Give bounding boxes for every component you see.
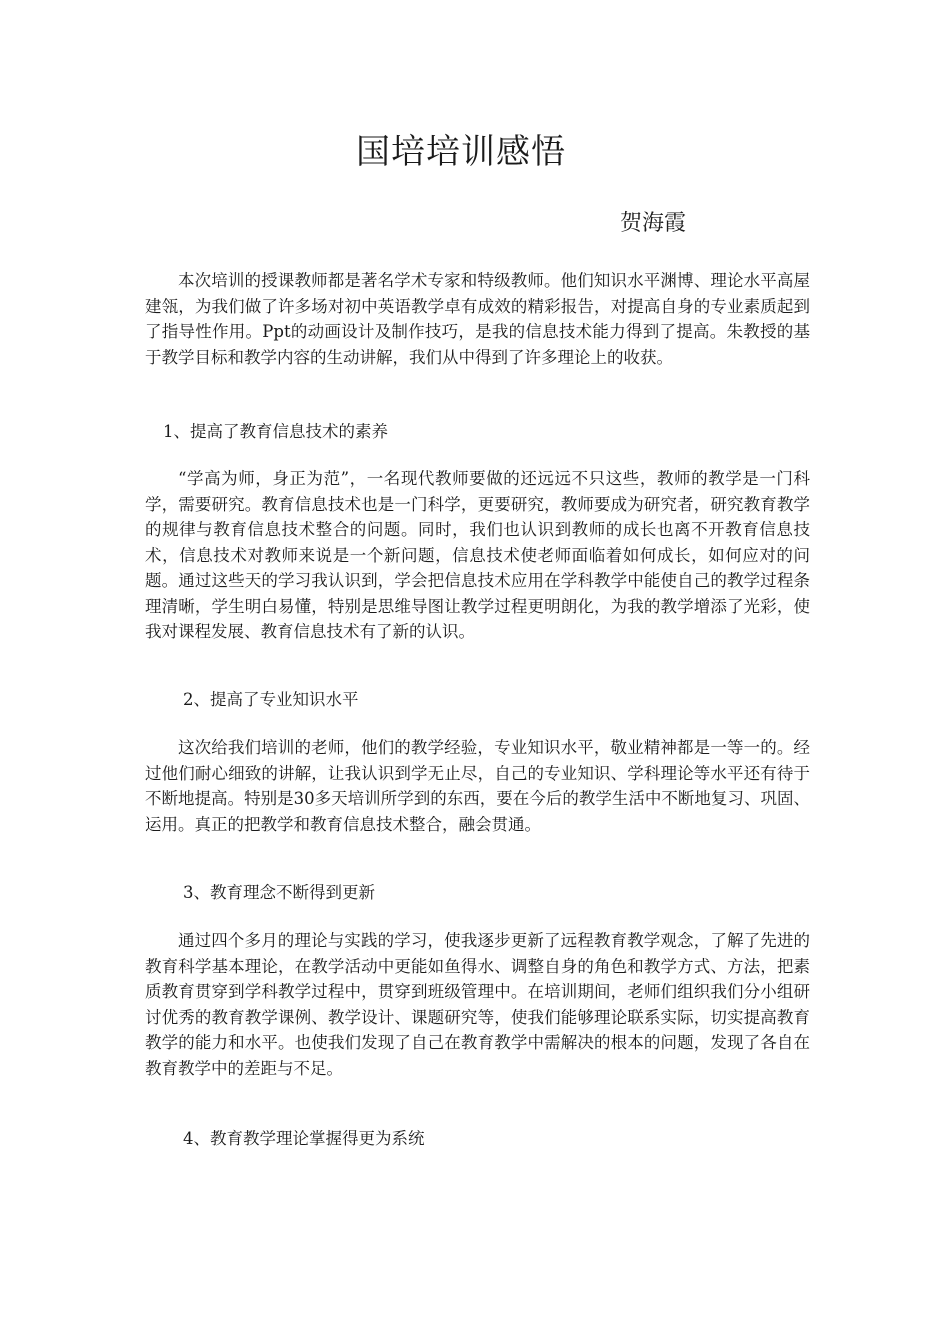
section-body-1: “学高为师，身正为范”，一名现代教师要做的还远远不只这些，教师的教学是一门科学，需要研究。教育信息技术也是一门科学，更要研究，教师要成为研究者，研究教育教学的规律与教育信息技术整合的问题。同时，我们也认识到教师的成长也离不开教育信息技术，信息技术对教师来说是一个新问题，信息技术使老师面临着如何成长，如何应对的问题。通过这些天的学习我认识到，学会把信息技术应用在学科教学中能使自己的教学过程条理清晰，学生明白易懂，特别是思维导图让教学过程更明朗化，为我的教学增添了光彩，使我对课程发展、教育信息技术有了新的认识。 [145,469,810,641]
section-body-2: 这次给我们培训的老师，他们的教学经验，专业知识水平，敬业精神都是一等一的。经过他们耐心细致的讲解，让我认识到学无止尽，自己的专业知识、学科理论等水平还有待于不断地提高。特别是30多天培训所学到的东西，要在今后的教学生活中不断地复习、巩固、运用。真正的把教学和教育信息技术整合，融会贯通。 [145,738,810,834]
author-name: 贺海霞 [620,211,687,236]
section-heading-2: 2、提高了专业知识水平 [183,690,359,709]
document-title: 国培培训感悟 [356,132,566,172]
section-heading-1: 1、提高了教育信息技术的素养 [163,422,388,441]
section-heading-3: 3、教育理念不断得到更新 [183,883,375,902]
section-body-3: 通过四个多月的理论与实践的学习，使我逐步更新了远程教育教学观念，了解了先进的教育科学基本理论，在教学活动中更能如鱼得水、调整自身的角色和教学方式、方法，把素质教育贯穿到学科教学过程中，贯穿到班级管理中。在培训期间，老师们组织我们分小组研讨优秀的教育教学课例、教学设计、课题研究等，使我们能够理论联系实际，切实提高教育教学的能力和水平。也使我们发现了自己在教育教学中需解决的根本的问题，发现了各自在教育教学中的差距与不足。 [145,931,810,1078]
section-heading-4: 4、教育教学理论掌握得更为系统 [183,1129,425,1148]
intro-paragraph: 本次培训的授课教师都是著名学术专家和特级教师。他们知识水平渊博、理论水平高屋建瓴，为我们做了许多场对初中英语教学卓有成效的精彩报告，对提高自身的专业素质起到了指导性作用。Ppt的动画设计及制作技巧，是我的信息技术能力得到了提高。朱教授的基于教学目标和教学内容的生动讲解，我们从中得到了许多理论上的收获。 [145,271,810,367]
